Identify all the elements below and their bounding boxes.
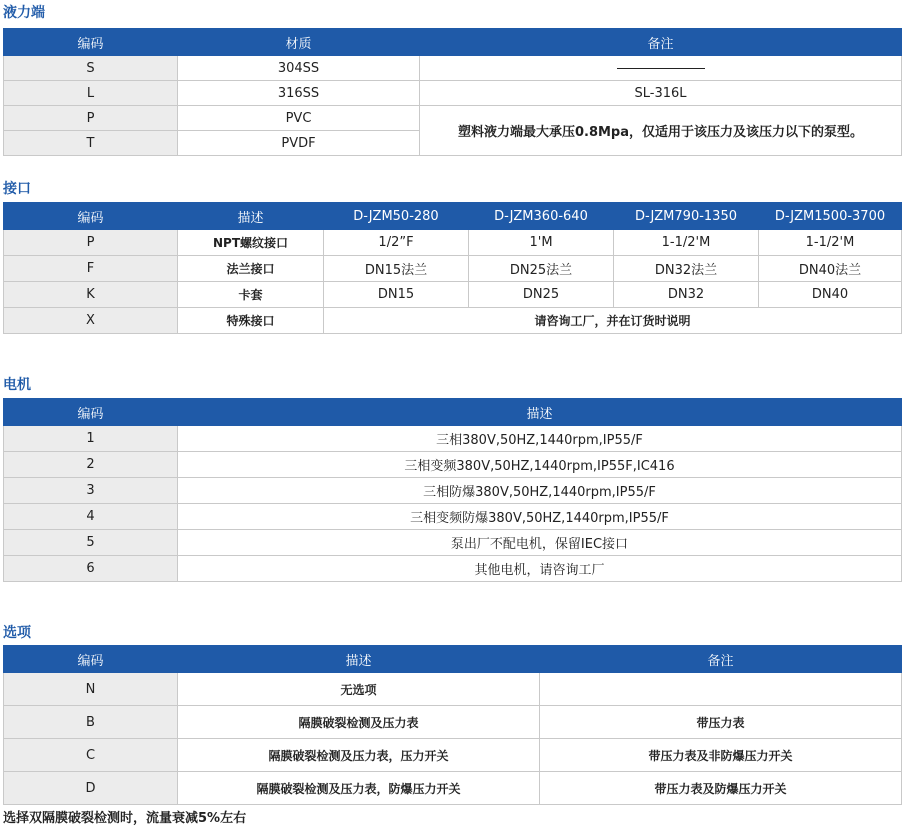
material-cell: 304SS: [178, 56, 420, 81]
table-row: [4, 504, 902, 530]
value-cell: DN40法兰: [759, 256, 902, 282]
code-cell: X: [4, 308, 178, 334]
dash-line: [617, 68, 705, 69]
table-row: [4, 556, 902, 582]
desc-cell: 泵出厂不配电机，保留IEC接口: [178, 530, 902, 556]
header-cell: 编码: [4, 203, 178, 230]
section-title-interface: 接口: [3, 181, 31, 197]
code-cell: B: [4, 706, 178, 739]
header-cell: 材质: [178, 29, 420, 56]
table-row: [4, 282, 902, 308]
header-cell: 描述: [178, 203, 324, 230]
value-cell: DN40: [759, 282, 902, 308]
table-row: [4, 81, 902, 106]
code-cell: 6: [4, 556, 178, 582]
merged-note-cell: 塑料液力端最大承压0.8Mpa，仅适用于该压力及该压力以下的泵型。: [420, 106, 902, 156]
material-cell: PVC: [178, 106, 420, 131]
header-cell: 备注: [540, 646, 902, 673]
table-row: [4, 478, 902, 504]
material-cell: PVDF: [178, 131, 420, 156]
table-row: [4, 530, 902, 556]
desc-cell: 隔膜破裂检测及压力表，防爆压力开关: [178, 772, 540, 805]
value-cell: DN15法兰: [324, 256, 469, 282]
note-cell: 带压力表及防爆压力开关: [540, 772, 902, 805]
special-note-cell: 请咨询工厂，并在订货时说明: [324, 308, 902, 334]
value-cell: DN32: [614, 282, 759, 308]
desc-cell: 特殊接口: [178, 308, 324, 334]
value-cell: 1/2”F: [324, 230, 469, 256]
code-cell: 1: [4, 426, 178, 452]
table-row: [4, 256, 902, 282]
value-cell: 1-1/2'M: [614, 230, 759, 256]
table-row: [4, 308, 902, 334]
desc-cell: 卡套: [178, 282, 324, 308]
table-row: [4, 772, 902, 805]
table-row: [4, 230, 902, 256]
table-header-row: [4, 646, 902, 673]
table-row: [4, 673, 902, 706]
desc-cell: 其他电机，请咨询工厂: [178, 556, 902, 582]
code-cell: 5: [4, 530, 178, 556]
desc-cell: 无选项: [178, 673, 540, 706]
table-row: [4, 452, 902, 478]
table-row: [4, 106, 902, 131]
desc-cell: 三相变频380V,50HZ,1440rpm,IP55F,IC416: [178, 452, 902, 478]
options-table: [3, 645, 902, 805]
code-cell: N: [4, 673, 178, 706]
value-cell: 1'M: [469, 230, 614, 256]
table-header-row: [4, 203, 902, 230]
header-cell: D-JZM50-280: [324, 203, 469, 230]
note-cell: [420, 56, 902, 81]
header-cell: 描述: [178, 399, 902, 426]
motor-table: [3, 398, 902, 582]
table-row: [4, 739, 902, 772]
desc-cell: 隔膜破裂检测及压力表，压力开关: [178, 739, 540, 772]
value-cell: 1-1/2'M: [759, 230, 902, 256]
code-cell: 4: [4, 504, 178, 530]
note-cell: SL-316L: [420, 81, 902, 106]
section-title-motor: 电机: [3, 377, 31, 393]
table-header-row: [4, 29, 902, 56]
header-cell: D-JZM360-640: [469, 203, 614, 230]
code-cell: 2: [4, 452, 178, 478]
header-cell: 编码: [4, 29, 178, 56]
header-cell: 备注: [420, 29, 902, 56]
value-cell: DN25法兰: [469, 256, 614, 282]
note-cell: 带压力表: [540, 706, 902, 739]
header-cell: 编码: [4, 399, 178, 426]
interface-table: [3, 202, 902, 334]
table-header-row: [4, 399, 902, 426]
code-cell: C: [4, 739, 178, 772]
code-cell: 3: [4, 478, 178, 504]
value-cell: DN15: [324, 282, 469, 308]
code-cell: S: [4, 56, 178, 81]
header-cell: D-JZM1500-3700: [759, 203, 902, 230]
desc-cell: 三相防爆380V,50HZ,1440rpm,IP55/F: [178, 478, 902, 504]
table-row: [4, 56, 902, 81]
code-cell: P: [4, 106, 178, 131]
value-cell: DN25: [469, 282, 614, 308]
note-cell: 带压力表及非防爆压力开关: [540, 739, 902, 772]
desc-cell: NPT螺纹接口: [178, 230, 324, 256]
desc-cell: 隔膜破裂检测及压力表: [178, 706, 540, 739]
code-cell: D: [4, 772, 178, 805]
code-cell: L: [4, 81, 178, 106]
material-cell: 316SS: [178, 81, 420, 106]
section-title-liquid-end: 液力端: [3, 5, 45, 21]
desc-cell: 法兰接口: [178, 256, 324, 282]
header-cell: 编码: [4, 646, 178, 673]
footnote: 选择双隔膜破裂检测时，流量衰减5%左右: [3, 811, 247, 826]
header-cell: 描述: [178, 646, 540, 673]
code-cell: P: [4, 230, 178, 256]
note-cell: [540, 673, 902, 706]
code-cell: F: [4, 256, 178, 282]
table-row: [4, 706, 902, 739]
liquid-end-table: [3, 28, 902, 156]
section-title-options: 选项: [3, 625, 31, 641]
code-cell: T: [4, 131, 178, 156]
table-row: [4, 426, 902, 452]
desc-cell: 三相380V,50HZ,1440rpm,IP55/F: [178, 426, 902, 452]
value-cell: DN32法兰: [614, 256, 759, 282]
desc-cell: 三相变频防爆380V,50HZ,1440rpm,IP55/F: [178, 504, 902, 530]
code-cell: K: [4, 282, 178, 308]
header-cell: D-JZM790-1350: [614, 203, 759, 230]
